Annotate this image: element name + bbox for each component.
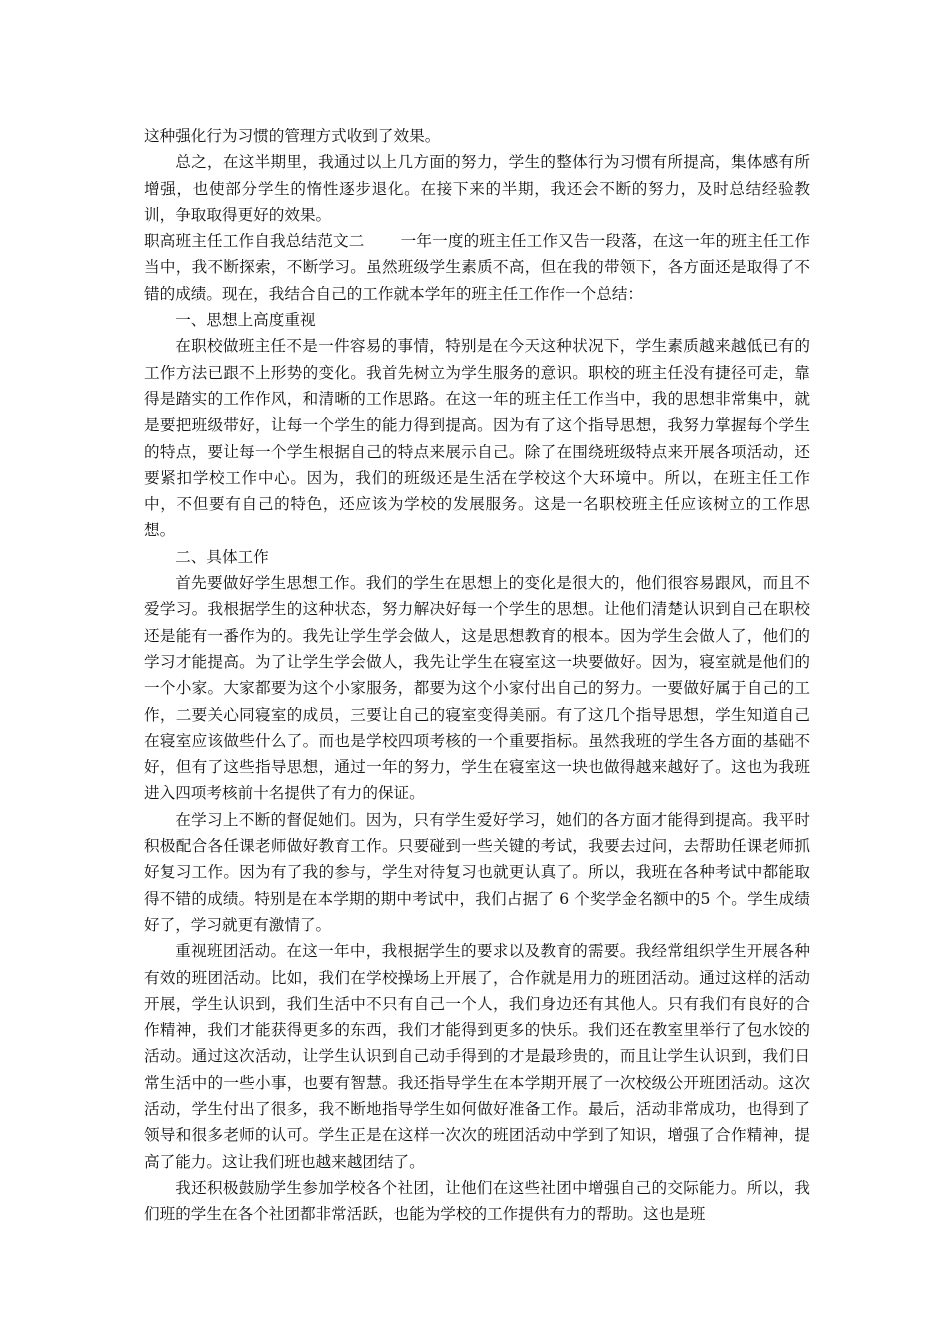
section-title-paragraph	[144, 228, 810, 307]
paragraph-text: 一年一度的班主任工作又告一段落，在这一年的班主任工作当中，我不断探索，不断学习。虽然班级学生素质不高，但在我的带领下，各方面还是取得了不错的成绩。现在，我结合自己的工作就本学年的班主任工作作一个总结：	[144, 232, 810, 303]
document-body	[144, 123, 810, 1227]
section-heading: 一、思想上高度重视	[175, 311, 316, 330]
paragraph: 我还积极鼓励学生参加学校各个社团，让他们在这些社团中增强自己的交际能力。所以，我们班的学生在各个社团都非常活跃，也能为学校的工作提供有力的帮助。这也是班	[144, 1178, 810, 1224]
paragraph: 重视班团活动。在这一年中，我根据学生的要求以及教育的需要。我经常组织学生开展各种有效的班团活动。比如，我们在学校操场上开展了，合作就是用力的班团活动。通过这样的活动开展，学生认识到，我们生活中不只有自己一个人，我们身边还有其他人。只有我们有良好的合作精神，我们才能获得更多的东西，我们才能得到更多的快乐。我们还在教室里举行了包水饺的活动。通过这次活动，让学生认识到自己动手得到的才是最珍贵的，而且让学生认识到，我们日常生活中的一些小事，也要有智慧。我还指导学生在本学期开展了一次校级公开班团活动。这次活动，学生付出了很多，我不断地指导学生如何做好准备工作。最后，活动非常成功，也得到了领导和很多老师的认可。学生正是在这样一次次的班团活动中学到了知识，增强了合作精神，提高了能力。这让我们班也越来越团结了。	[144, 942, 810, 1171]
paragraph: 这种强化行为习惯的管理方式收到了效果。	[144, 127, 441, 145]
document-title: 职高班主任工作自我总结范文二	[144, 232, 365, 251]
paragraph: 在学习上不断的督促她们。因为，只有学生爱好学习，她们的各方面才能得到提高。我平时积极配合各任课老师做好教育工作。只要碰到一些关键的考试，我要去过问，去帮助任课老师抓好复习工作。因为有了我的参与，学生对待复习也就更认真了。所以，我班在各种考试中都能取得不错的成绩。特别是在本学期的期中考试中，我们占据了 6 个奖学金名额中的5 个。学生成绩好了，学习就更有激情了。	[144, 810, 810, 934]
paragraph: 在职校做班主任不是一件容易的事情，特别是在今天这种状况下，学生素质越来越低已有的工作方法已跟不上形势的变化。我首先树立为学生服务的意识。职校的班主任没有捷径可走，靠得是踏实的工作作风，和清晰的工作思路。在这一年的班主任工作当中，我的思想非常集中，就是要把班级带好，让每一个学生的能力得到提高。因为有了这个指导思想，我努力掌握每个学生的特点，要让每一个学生根据自己的特点来展示自己。除了在围绕班级特点来开展各项活动，还要紧扣学校工作中心。因为，我们的班级还是生活在学校这个大环境中。所以，在班主任工作中，不但要有自己的特色，还应该为学校的发展服务。这是一名职校班主任应该树立的工作思想。	[144, 337, 810, 540]
paragraph: 总之，在这半期里，我通过以上几方面的努力，学生的整体行为习惯有所提高，集体感有所增强，也使部分学生的惰性逐步退化。在接下来的半期，我还会不断的努力，及时总结经验教训，争取取得更好的效果。	[144, 153, 810, 224]
paragraph: 首先要做好学生思想工作。我们的学生在思想上的变化是很大的，他们很容易跟风，而且不爱学习。我根据学生的这种状态，努力解决好每一个学生的思想。让他们清楚认识到自己在职校还是能有一番作为的。我先让学生学会做人，这是思想教育的根本。因为学生会做人了，他们的学习才能提高。为了让学生学会做人，我先让学生在寝室这一块要做好。因为，寝室就是他们的一个小家。大家都要为这个小家服务，都要为这个小家付出自己的努力。一要做好属于自己的工作，二要关心同寝室的成员，三要让自己的寝室变得美丽。有了这几个指导思想，学生知道自己在寝室应该做些什么了。而也是学校四项考核的一个重要指标。虽然我班的学生各方面的基础不好，但有了这些指导思想，通过一年的努力，学生在寝室这一块也做得越来越好了。这也为我班进入四项考核前十名提供了有力的保证。	[144, 574, 810, 803]
section-heading: 二、具体工作	[175, 547, 269, 566]
